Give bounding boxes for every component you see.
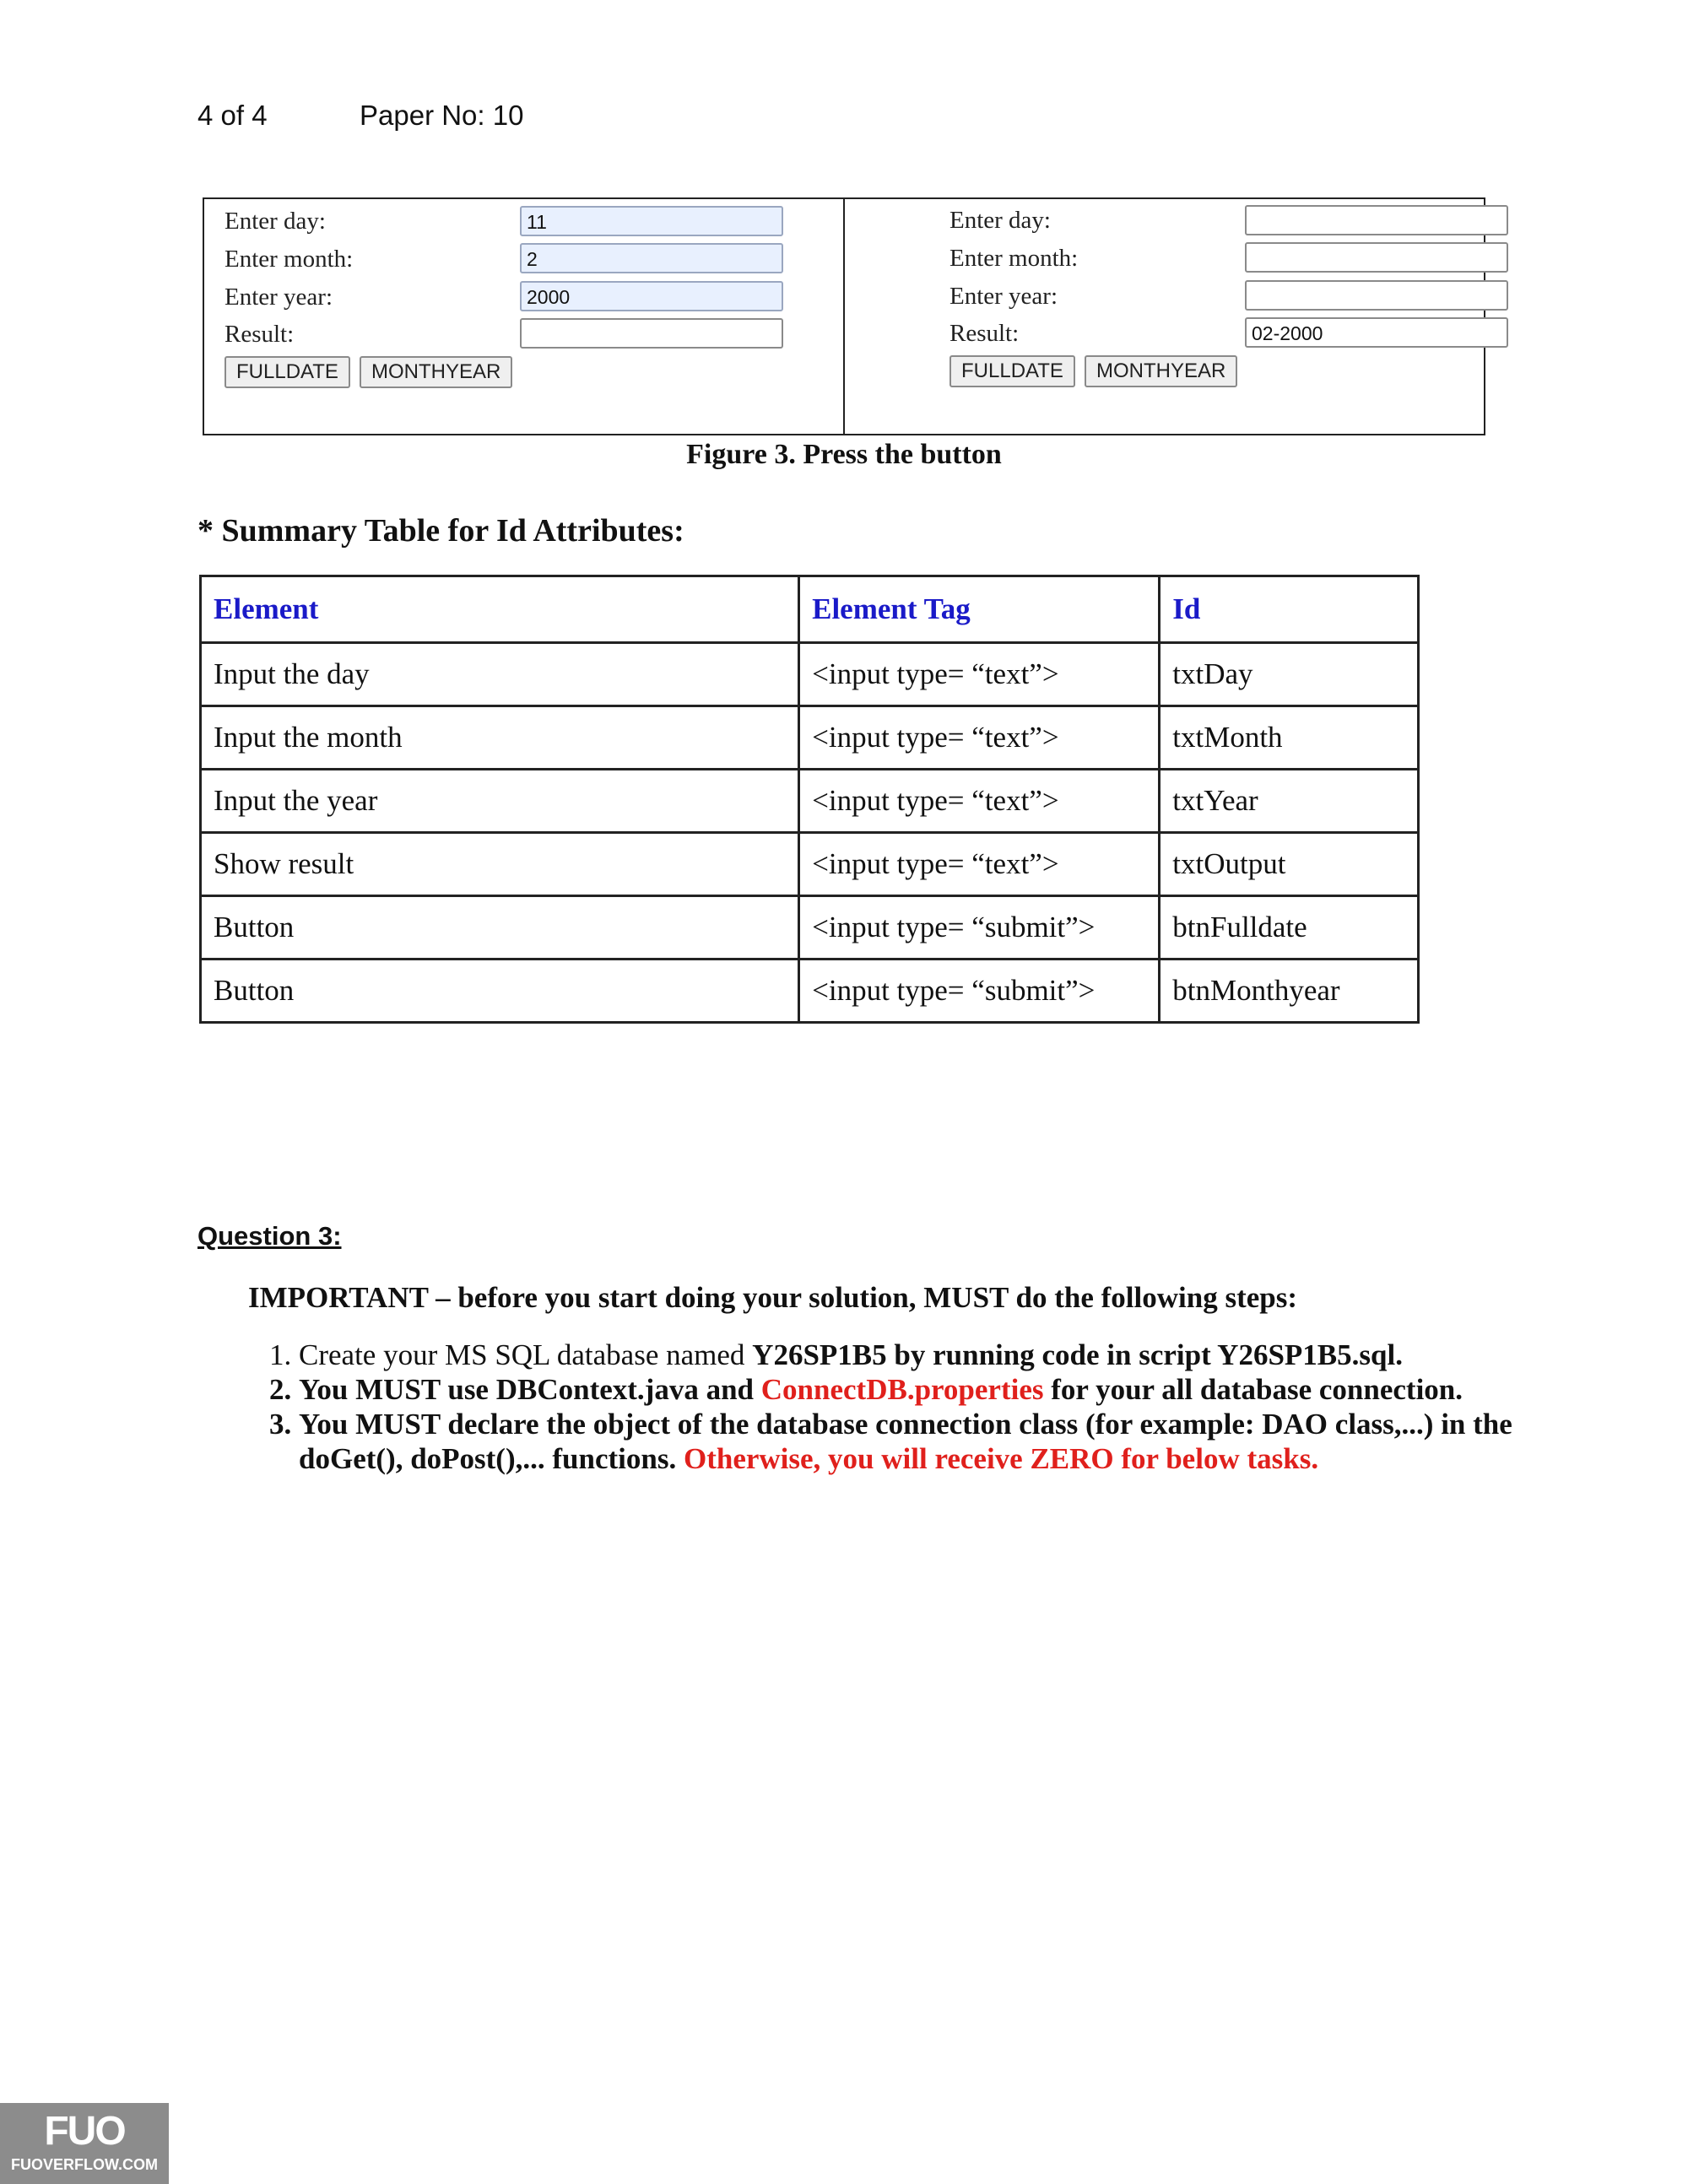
table-row — [201, 643, 1419, 706]
table-row — [201, 896, 1419, 960]
table-cell: <input type= “text”> — [799, 833, 1160, 896]
table-cell: Input the year — [201, 770, 799, 833]
day-label: Enter day: — [950, 207, 1051, 234]
table-cell: <input type= “submit”> — [799, 896, 1160, 960]
day-label: Enter day: — [225, 208, 326, 235]
column-header: Element Tag — [799, 576, 1160, 643]
table-row — [201, 833, 1419, 896]
page-number: 4 of 4 — [197, 100, 268, 131]
step-bold-text: Y26SP1B5 by running code in script Y26SP1B5.sql. — [752, 1338, 1403, 1371]
column-header: Id — [1160, 576, 1419, 643]
month-label: Enter month: — [225, 246, 354, 273]
form-panel-after — [843, 199, 1484, 434]
table-cell: Button — [201, 960, 799, 1023]
form-panel-before — [204, 199, 843, 434]
question-heading: Question 3: — [197, 1221, 342, 1251]
table-cell: txtOutput — [1160, 833, 1419, 896]
fulldate-button[interactable]: FULLDATE — [225, 356, 350, 388]
page-header — [197, 100, 524, 132]
column-header: Element — [201, 576, 799, 643]
result-label: Result: — [225, 321, 295, 348]
logo-site: FUOVERFLOW.COM — [11, 2156, 158, 2173]
summary-table — [199, 575, 1420, 1024]
table-cell: btnMonthyear — [1160, 960, 1419, 1023]
important-note: IMPORTANT – before you start doing your solution, MUST do the following steps: — [248, 1281, 1297, 1314]
table-cell: Input the month — [201, 706, 799, 770]
month-input[interactable]: 2 — [520, 243, 783, 273]
year-label: Enter year: — [225, 284, 333, 311]
step-red-text: Otherwise, you will receive ZERO for below tasks. — [683, 1442, 1319, 1475]
step-text: Create your MS SQL database named — [299, 1338, 753, 1371]
monthyear-button[interactable]: MONTHYEAR — [1085, 355, 1237, 387]
step-text-end: for your all database connection. — [1043, 1373, 1463, 1406]
year-label: Enter year: — [950, 283, 1058, 310]
table-cell: <input type= “text”> — [799, 706, 1160, 770]
paper-number: Paper No: 10 — [360, 100, 524, 131]
table-cell: txtMonth — [1160, 706, 1419, 770]
steps-list — [248, 1338, 1539, 1476]
table-cell: Input the day — [201, 643, 799, 706]
step-red-text: ConnectDB.properties — [760, 1373, 1044, 1406]
month-input[interactable] — [1245, 242, 1508, 273]
table-row — [201, 706, 1419, 770]
monthyear-button[interactable]: MONTHYEAR — [360, 356, 512, 388]
table-row — [201, 770, 1419, 833]
result-label: Result: — [950, 320, 1020, 347]
day-input[interactable]: 11 — [520, 206, 783, 236]
table-cell: Show result — [201, 833, 799, 896]
table-cell: txtYear — [1160, 770, 1419, 833]
step-text: You MUST declare the object of the database connection class (for example: DAO class,...) in the doGet(), doPost(),... functions. — [299, 1408, 1512, 1475]
table-cell: <input type= “text”> — [799, 643, 1160, 706]
fulldate-button[interactable]: FULLDATE — [950, 355, 1075, 387]
result-input[interactable]: 02-2000 — [1245, 317, 1508, 348]
step-item — [299, 1372, 1539, 1407]
table-cell: txtDay — [1160, 643, 1419, 706]
fuoverflow-logo — [0, 2103, 169, 2184]
figure-screenshot — [203, 197, 1485, 435]
year-input[interactable]: 2000 — [520, 281, 783, 311]
logo-mark: FUO — [44, 2109, 125, 2154]
step-item — [299, 1407, 1539, 1476]
table-cell: btnFulldate — [1160, 896, 1419, 960]
figure-caption: Figure 3. Press the button — [686, 439, 1002, 470]
result-input[interactable] — [520, 318, 783, 349]
month-label: Enter month: — [950, 245, 1079, 272]
summary-title: * Summary Table for Id Attributes: — [197, 513, 684, 549]
table-cell: Button — [201, 896, 799, 960]
table-row — [201, 960, 1419, 1023]
table-cell: <input type= “text”> — [799, 770, 1160, 833]
step-text: You MUST use DBContext.java and — [299, 1373, 761, 1406]
step-item — [299, 1338, 1539, 1372]
table-cell: <input type= “submit”> — [799, 960, 1160, 1023]
table-header-row — [201, 576, 1419, 643]
day-input[interactable] — [1245, 205, 1508, 235]
year-input[interactable] — [1245, 280, 1508, 311]
